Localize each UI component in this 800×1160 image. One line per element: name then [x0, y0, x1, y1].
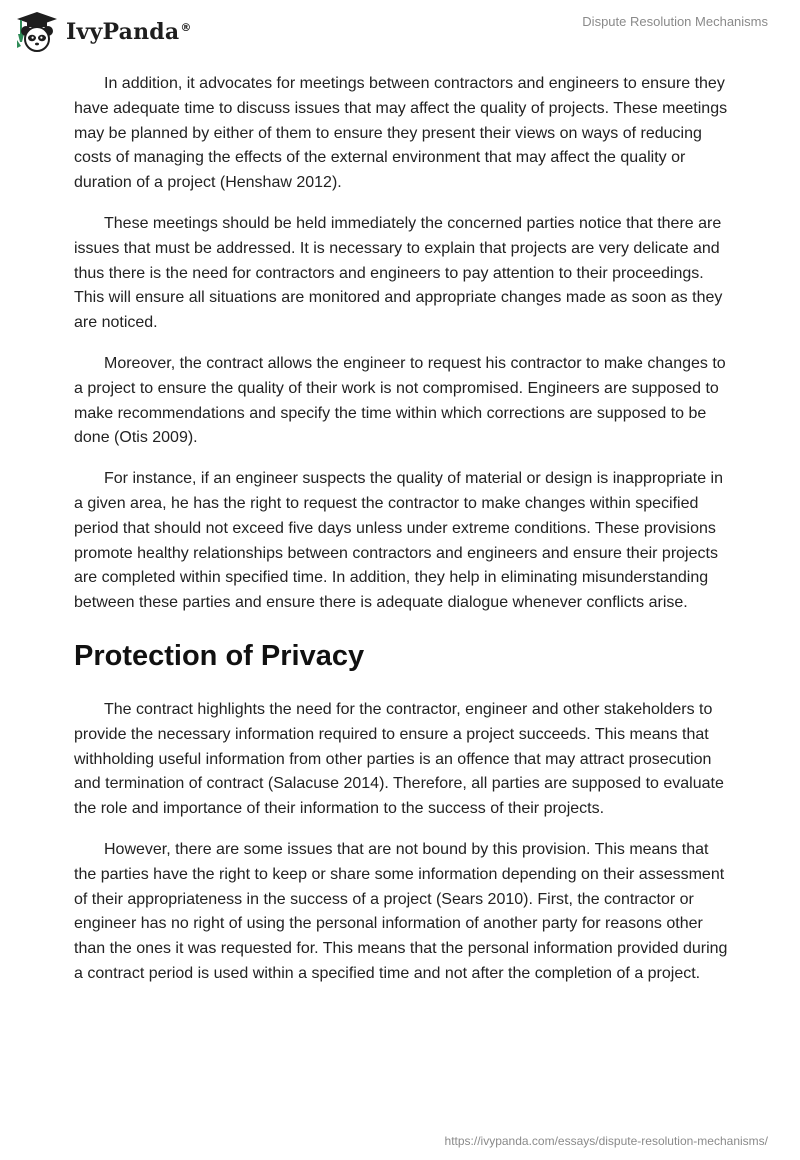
source-url[interactable]: https://ivypanda.com/essays/dispute-resolution-mechanisms/ — [444, 1134, 768, 1148]
essay-body — [74, 72, 734, 1003]
paragraph-5: The contract highlights the need for the contractor, engineer and other stakeholders to provide the necessary information required to ensure a project succeeds. This means that withholding useful information from other parties is an offence that may attract prosecution and termination of contract (Salacuse 2014). Therefore, all parties are supposed to evaluate the role and importance of their information to the success of their projects. — [74, 700, 724, 818]
registered-mark: ® — [180, 20, 192, 34]
paragraph-6: However, there are some issues that are not bound by this provision. This means that the parties have the right to keep or share some information depending on their assessment of their appropriateness in the success of a project (Sears 2010). First, the contractor or engineer has no right of using the personal information of another party for reasons other than the ones it was requested for. This means that the personal information provided during a contract period is used within a specified time and not after the completion of a project. — [74, 840, 728, 982]
paragraph-2: These meetings should be held immediately the concerned parties notice that there are issues that must be addressed. It is necessary to explain that projects are very delicate and thus there is the need for contractors and engineers to pay attention to their proceedings. This will ensure all situations are monitored and appropriate changes made as soon as they are noticed. — [74, 214, 723, 332]
ivypanda-logo[interactable] — [14, 10, 192, 54]
paragraph-3: Moreover, the contract allows the engineer to request his contractor to make changes to a project to ensure the quality of their work is not compromised. Engineers are supposed to make recommendations and specify the time within which corrections are supposed to be done (Otis 2009). — [74, 354, 726, 447]
brand-name: IvyPanda® — [66, 19, 192, 45]
paragraph-1: In addition, it advocates for meetings between contractors and engineers to ensure they have adequate time to discuss issues that may affect the quality of projects. These meetings may be planned by either of them to ensure they present their views on ways of reducing costs of managing the effects of the external environment that may affect the quality or duration of a project (Henshaw 2012). — [74, 75, 728, 192]
document-title: Dispute Resolution Mechanisms — [582, 14, 768, 29]
panda-graduate-icon — [14, 10, 60, 54]
page-header — [0, 0, 800, 60]
section-heading: Protection of Privacy — [74, 639, 365, 672]
paragraph-4: For instance, if an engineer suspects the quality of material or design is inappropriate in a given area, he has the right to request the contractor to make changes within specified period that should not exceed five days unless under extreme conditions. These provisions promote healthy relationships between contractors and engineers and ensure their projects are completed within specified time. In addition, they help in eliminating misunderstanding between these parties and ensure there is adequate dialogue whenever conflicts arise. — [74, 470, 724, 612]
